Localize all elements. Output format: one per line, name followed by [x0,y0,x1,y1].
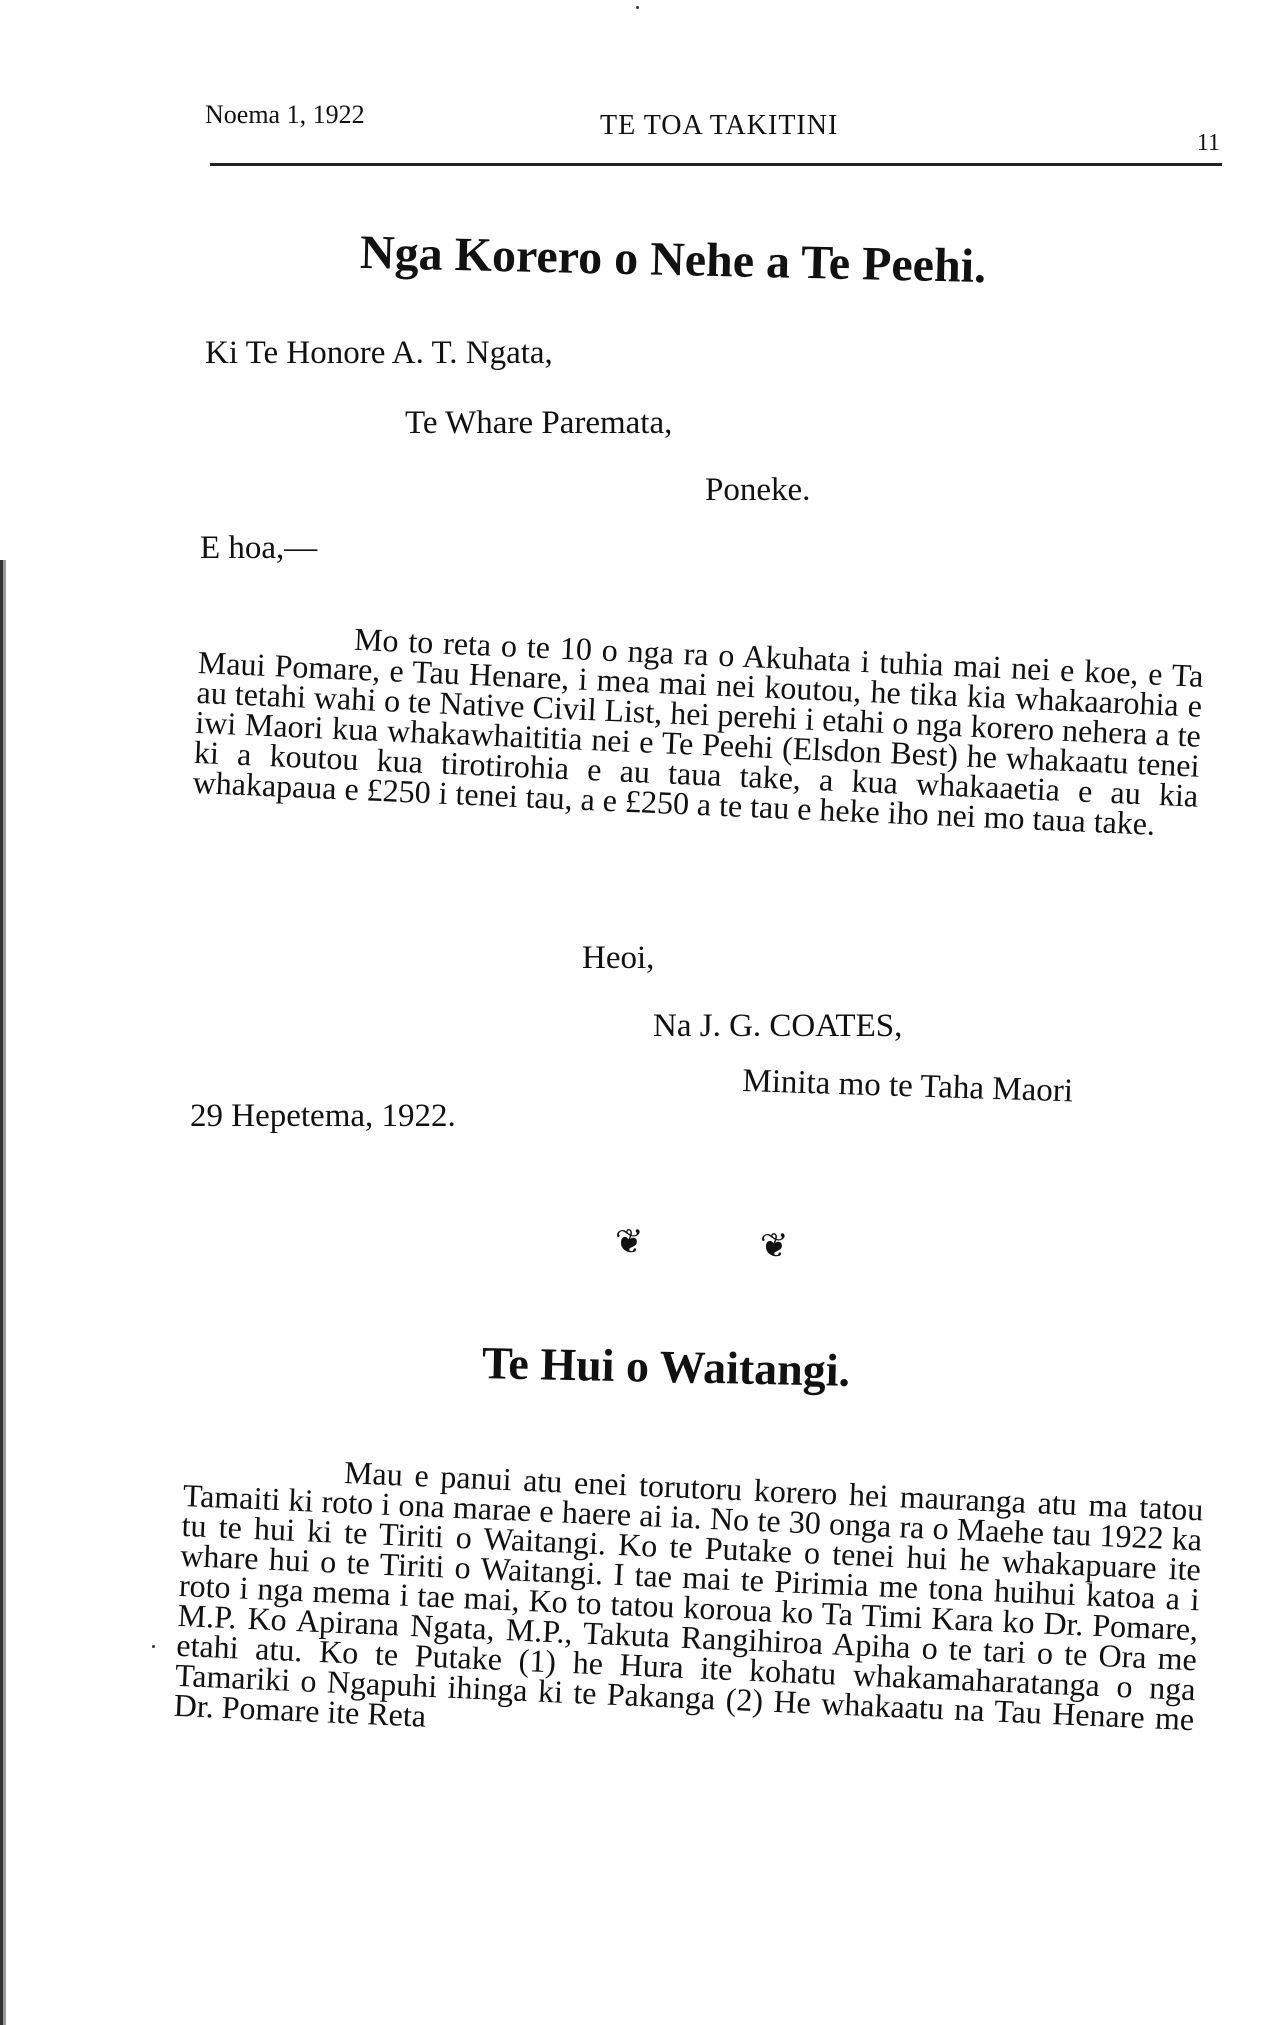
letter-body: Mo to reta o te 10 o nga ra o Akuhata i tuhia mai nei e koe, e Ta Maui Pomare, e Tau Henare, i mea mai nei koutou, he tika kia whakaarohia e au tetahi wahi o te Native Civil List, hei perehi i etahi o nga korero nehera a te iwi Maori kua whakawhaititia nei e Te Peehi (Elsdon Best) he whakaatu tenei ki a koutou kua tirotirohia e au taua take, a kua whakaaetia e au kia whakapaua e £250 i tenei tau, a e £250 a te tau e heke iho nei mo taua take. [192,620,1205,842]
article-heading: Nga Korero o Nehe a Te Peehi. [359,225,987,294]
article-heading: Te Hui o Waitangi. [481,1337,851,1396]
fleuron-icon: ❦ [615,1224,644,1261]
page-number: 11 [1196,130,1220,156]
scan-speck [636,6,639,9]
closing: Heoi, [582,940,655,976]
page-edge [0,560,6,2025]
addressee-line: Poneke. [705,472,811,508]
letter-date: 29 Hepetema, 1922. [190,1098,456,1134]
fleuron-icon: ❦ [760,1228,789,1265]
article-body: Mau e panui atu enei torutoru korero hei mauranga atu ma tatou Tamaiti ki roto i ona marae e haere ai ia. No te 30 onga ra o Maehe tau 1922 ka tu te hui ki te Tiriti o Waitangi. Ko te Putake o tenei hui he whakapuare ite whare hui o te Tiriti o Waitangi. I tae mai te Pirimia me tona huihui katoa a i roto i nga mema i tae mai, Ko to tatou koroua ko Ta Timi Kara ko Dr. Pomare, M.P. Ko Apirana Ngata, M.P., Takuta Rangihiroa Apiha o te tari o te Ora me etahi atu. Ko te Putake (1) he Hura ite kohatu whakamaharatanga o nga Tamariki o Ngapuhi ihinga ki te Pakanga (2) He whakaatu na Tau Henare me Dr. Pomare ite Reta [173,1453,1205,1738]
scan-speck [152,1645,155,1648]
addressee-line: Te Whare Paremata, [405,405,673,441]
running-header [205,100,1220,156]
addressee-line: Ki Te Honore A. T. Ngata, [205,335,553,371]
header-date: Noema 1, 1922 [205,100,365,129]
publication-title: TE TOA TAKITINI [600,110,839,141]
section-divider [615,1222,815,1265]
signatory: Na J. G. COATES, [653,1008,903,1044]
signatory-title: Minita mo te Taha Maori [741,1063,1074,1110]
salutation: E hoa,— [200,530,318,566]
header-rule [210,163,1222,166]
